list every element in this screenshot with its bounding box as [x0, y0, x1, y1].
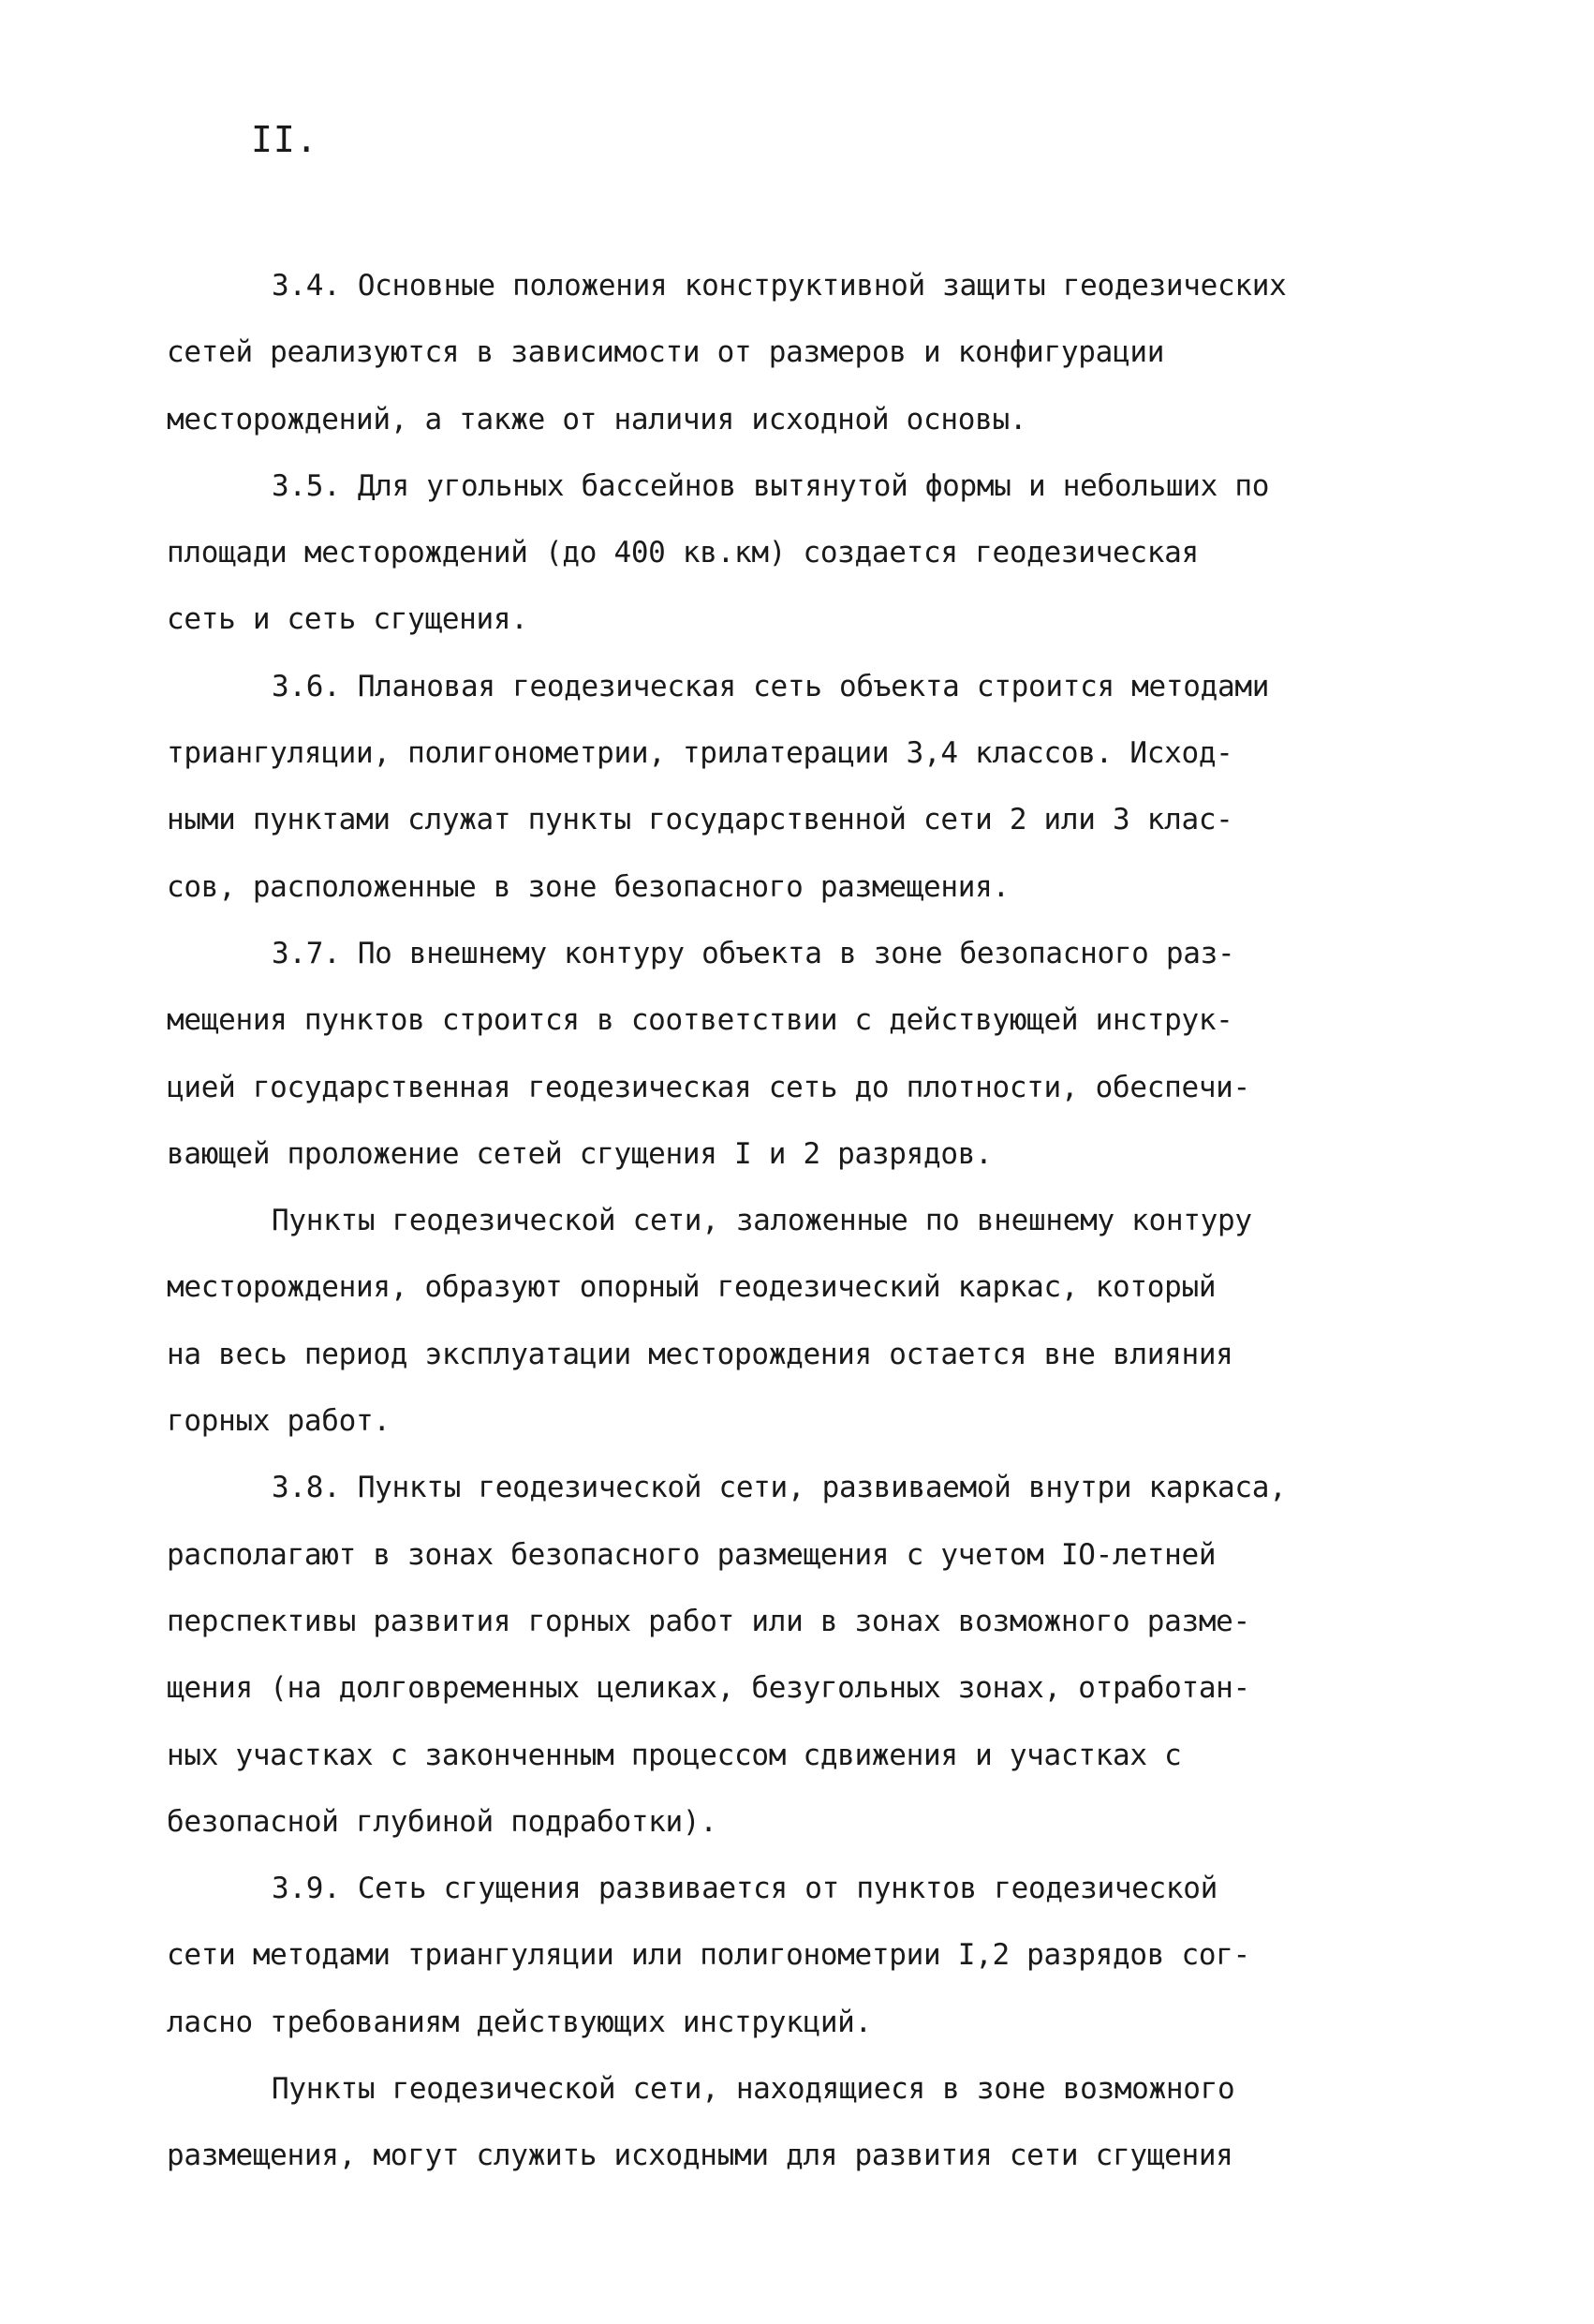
text-line: триангуляции, полигонометрии, трилатерации 3,4 классов. Исход- [167, 736, 1233, 771]
text-line: Пункты геодезической сети, заложенные по внешнему контуру [272, 1204, 1252, 1238]
text-line: цией государственная геодезическая сеть до плотности, обеспечи- [167, 1070, 1250, 1104]
text-line: сетей реализуются в зависимости от размеров и конфигурации [167, 335, 1165, 370]
text-line: мещения пунктов строится в соответствии с действующей инструк- [167, 1003, 1233, 1038]
text-line: площади месторождений (до 400 кв.км) создается геодезическая [167, 536, 1199, 570]
text-line: на весь период эксплуатации месторождения остается вне влияния [167, 1337, 1233, 1371]
text-line: 3.7. По внешнему контуру объекта в зоне безопасного раз- [272, 936, 1235, 970]
text-line: 3.5. Для угольных бассейнов вытянутой формы и небольших по [272, 468, 1270, 503]
text-line: сов, расположенные в зоне безопасного размещения. [167, 869, 1010, 904]
text-line: 3.4. Основные положения конструктивной защиты геодезических [272, 269, 1287, 303]
text-line: сети методами триангуляции или полигонометрии I,2 разрядов сог- [167, 1938, 1250, 1973]
text-line: сеть и сеть сгущения. [167, 602, 528, 637]
text-line: 3.9. Сеть сгущения развивается от пунктов геодезической [272, 1872, 1218, 1906]
text-line: горных работ. [167, 1404, 391, 1439]
text-line: 3.8. Пункты геодезической сети, развиваемой внутри каркаса, [272, 1471, 1287, 1505]
text-line: ных участках с законченным процессом сдвижения и участках с [167, 1738, 1182, 1772]
text-line: месторождений, а также от наличия исходной основы. [167, 402, 1027, 437]
text-line: ными пунктами служат пункты государственной сети 2 или 3 клас- [167, 803, 1233, 837]
page-number: II. [251, 119, 318, 160]
text-line: безопасной глубиной подработки). [167, 1804, 717, 1839]
text-line: Пункты геодезической сети, находящиеся в зоне возможного [272, 2072, 1235, 2107]
text-line: ласно требованиям действующих инструкций. [167, 2005, 872, 2039]
body-text [167, 253, 1478, 2190]
text-line: щения (на долговременных целиках, безугольных зонах, отработан- [167, 1671, 1250, 1706]
text-line: месторождения, образуют опорный геодезический каркас, который [167, 1270, 1217, 1305]
text-line: 3.6. Плановая геодезическая сеть объекта строится методами [272, 669, 1270, 703]
text-line: размещения, могут служить исходными для развития сети сгущения [167, 2139, 1233, 2173]
text-line: располагают в зонах безопасного размещения с учетом IO-летней [167, 1537, 1217, 1572]
text-line: вающей проложение сетей сгущения I и 2 разрядов. [167, 1136, 993, 1171]
text-line: перспективы развития горных работ или в зонах возможного разме- [167, 1604, 1250, 1638]
